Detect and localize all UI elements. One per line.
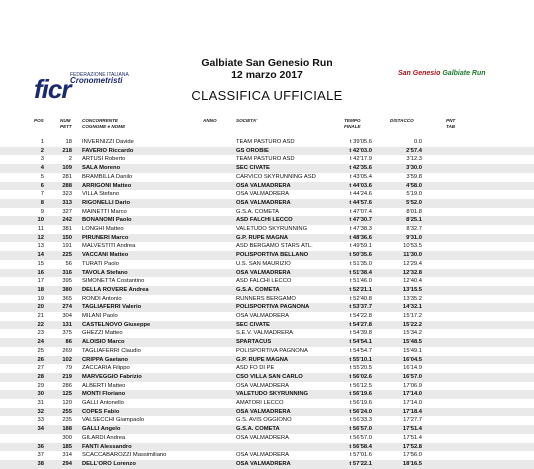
- bib-cell: 323: [62, 191, 72, 198]
- athlete-name-cell: TAGLIAFERRI Valerio: [82, 304, 142, 311]
- rank-cell: 37: [37, 452, 44, 459]
- event-logo-part2: Galbiate Run: [442, 70, 486, 77]
- bib-cell: 304: [62, 313, 72, 319]
- col-header-gap: DISTACCO: [390, 118, 414, 123]
- table-row: [0, 190, 534, 199]
- gap-cell: 10'53.5: [403, 243, 422, 250]
- team-cell: SEC CIVATE: [236, 321, 270, 328]
- rank-cell: 25: [37, 347, 44, 354]
- col-header-pos: POS: [34, 118, 44, 123]
- team-cell: ASD BERGAMO STARS ATL.: [236, 243, 313, 250]
- rank-cell: 34: [37, 426, 44, 433]
- ranking-heading: CLASSIFICA UFFICIALE: [191, 88, 343, 103]
- rank-cell: 10: [37, 217, 44, 224]
- athlete-name-cell: LONGHI Matteo: [82, 226, 124, 232]
- rank-cell: 5: [40, 173, 44, 180]
- team-cell: G.P. RUPE MAGNA: [236, 234, 289, 241]
- team-cell: G.S.A. COMETA: [236, 208, 280, 215]
- bib-cell: 2: [68, 156, 72, 163]
- athlete-name-cell: TURATI Paolo: [82, 260, 119, 267]
- finish-time-cell: t 47'38.3: [349, 226, 372, 232]
- gap-cell: 17'06.9: [403, 382, 422, 389]
- gap-cell: 17'14.0: [403, 400, 422, 406]
- finish-time-cell: t 54'27.8: [349, 321, 372, 328]
- finish-time-cell: t 42'35.6: [349, 165, 372, 172]
- rank-cell: 14: [37, 252, 44, 259]
- team-cell: OSA VALMADRERA: [236, 452, 290, 459]
- gap-cell: 17'14.0: [402, 391, 422, 398]
- col-header-time: TEMPO FINALE: [344, 118, 361, 129]
- gap-cell: 15'34.2: [403, 330, 422, 337]
- gap-cell: 13'35.2: [403, 295, 422, 302]
- bib-cell: 274: [62, 304, 72, 311]
- finish-time-cell: t 51'38.4: [349, 269, 372, 276]
- finish-time-cell: t 49'59.1: [349, 243, 372, 250]
- bib-cell: 131: [62, 321, 72, 328]
- gap-cell: 3'12.3: [406, 156, 422, 163]
- finish-time-cell: t 42'17.9: [349, 156, 372, 163]
- rank-cell: 11: [37, 226, 44, 232]
- team-cell: ASD FALCHI LECCO: [236, 278, 292, 285]
- athlete-name-cell: TAVOLA Stefano: [82, 269, 128, 276]
- bib-cell: 109: [62, 165, 72, 172]
- finish-time-cell: t 56'19.6: [349, 391, 372, 398]
- athlete-name-cell: SIMONETTA Costantino: [82, 278, 145, 285]
- bib-cell: 375: [62, 330, 72, 337]
- athlete-name-cell: ARTUSI Roberto: [82, 156, 126, 163]
- finish-time-cell: t 47'07.4: [349, 208, 372, 215]
- finish-time-cell: t 56'33.3: [349, 417, 372, 424]
- athlete-name-cell: MILANI Paolo: [82, 313, 118, 319]
- rank-cell: 13: [37, 243, 44, 250]
- athlete-name-cell: PIRUNERI Marco: [82, 234, 129, 241]
- table-row: [0, 138, 534, 147]
- rank-cell: 7: [40, 191, 44, 198]
- table-row: [0, 364, 534, 373]
- finish-time-cell: t 56'19.6: [349, 400, 372, 406]
- finish-time-cell: t 50'35.6: [349, 252, 372, 259]
- gap-cell: 4'58.0: [406, 182, 422, 189]
- bib-cell: 286: [62, 382, 72, 389]
- team-cell: SEC CIVATE: [236, 165, 270, 172]
- table-row: [0, 312, 534, 321]
- bib-cell: 281: [62, 173, 72, 180]
- athlete-name-cell: ALBERTI Matteo: [82, 382, 126, 389]
- gap-cell: 13'15.5: [402, 286, 422, 293]
- bib-cell: 18: [65, 139, 72, 145]
- rank-cell: 24: [37, 339, 44, 346]
- table-row: [0, 234, 534, 243]
- bib-cell: 219: [62, 373, 72, 380]
- gap-cell: 12'40.4: [403, 278, 422, 285]
- finish-time-cell: t 57'22.1: [349, 460, 372, 467]
- table-row: [0, 443, 534, 452]
- table-row: [0, 434, 534, 443]
- team-cell: OSA VALMADRERA: [236, 313, 290, 319]
- finish-time-cell: t 56'02.6: [349, 373, 372, 380]
- finish-time-cell: t 51'35.0: [349, 260, 372, 267]
- gap-cell: 8'01.8: [406, 208, 422, 215]
- team-cell: ASD FO DI PE: [236, 365, 275, 372]
- finish-time-cell: t 51'46.0: [349, 278, 372, 285]
- athlete-name-cell: VACCANI Matteo: [82, 252, 129, 259]
- bib-cell: 365: [62, 295, 72, 302]
- gap-cell: 15'48.5: [402, 339, 422, 346]
- gap-cell: 3'59.8: [406, 173, 422, 180]
- rank-cell: 32: [37, 408, 44, 415]
- gap-cell: 0.0: [413, 139, 422, 145]
- finish-time-cell: t 43'05.4: [349, 173, 372, 180]
- team-cell: G.P. RUPE MAGNA: [236, 356, 289, 363]
- table-row: [0, 399, 534, 408]
- team-cell: VALETUDO SKYRUNNING: [236, 391, 309, 398]
- bib-cell: 150: [62, 234, 72, 241]
- team-cell: CSO VILLA SAN CARLO: [236, 373, 303, 380]
- rank-cell: 17: [37, 278, 44, 285]
- athlete-name-cell: GHEZZI Matteo: [82, 330, 123, 337]
- team-cell: RUNNERS BERGAMO: [236, 295, 296, 302]
- athlete-name-cell: VALSECCHI Giampaolo: [82, 417, 145, 424]
- athlete-name-cell: GALLI Antonello: [82, 400, 124, 406]
- table-row: [0, 225, 534, 234]
- rank-cell: 8: [40, 199, 44, 206]
- athlete-name-cell: SCACCABAROZZI Massimiliano: [82, 452, 167, 459]
- team-cell: OSA VALMADRERA: [236, 182, 291, 189]
- bib-cell: 300: [62, 434, 72, 441]
- table-row: [0, 199, 534, 208]
- event-title: Galbiate San Genesio Run: [201, 57, 333, 69]
- bib-cell: 218: [62, 147, 72, 154]
- team-cell: G.S. AVIS OGGIONO: [236, 417, 292, 424]
- table-row: [0, 416, 534, 425]
- athlete-name-cell: TAGLIAFERRI Claudio: [82, 347, 141, 354]
- table-row: [0, 303, 534, 312]
- bib-cell: 125: [62, 391, 72, 398]
- team-cell: TEAM PASTURO ASD: [236, 139, 295, 145]
- finish-time-cell: t 39'05.6: [349, 139, 372, 145]
- fidal-line1: FEDERAZIONE ITALIANA: [70, 72, 129, 78]
- gap-cell: 15'17.2: [403, 313, 422, 319]
- bib-cell: 191: [62, 243, 72, 250]
- team-cell: OSA VALMADRERA: [236, 269, 291, 276]
- team-cell: G.S.A. COMETA: [236, 286, 280, 293]
- finish-time-cell: t 56'12.5: [349, 382, 372, 389]
- table-row: [0, 382, 534, 391]
- table-row: [0, 182, 534, 191]
- gap-cell: 11'30.0: [403, 252, 422, 259]
- rank-cell: 31: [37, 400, 44, 406]
- table-row: [0, 251, 534, 260]
- athlete-name-cell: ZACCARIA Filippo: [82, 365, 130, 372]
- rank-cell: 28: [37, 373, 44, 380]
- rank-cell: 27: [37, 365, 44, 372]
- table-row: [0, 295, 534, 304]
- gap-cell: 12'32.8: [402, 269, 422, 276]
- team-cell: S.E.V. VALMADRERA: [236, 330, 294, 337]
- gap-cell: 5'52.0: [406, 199, 422, 206]
- gap-cell: 8'25.1: [406, 217, 422, 224]
- rank-cell: 1: [40, 139, 44, 145]
- team-cell: OSA VALMADRERA: [236, 460, 291, 467]
- table-row: [0, 451, 534, 460]
- bib-cell: 102: [62, 356, 72, 363]
- finish-time-cell: t 56'58.4: [349, 443, 372, 450]
- rank-cell: 38: [37, 460, 44, 467]
- athlete-name-cell: GALLI Angelo: [82, 426, 121, 433]
- table-row: [0, 147, 534, 156]
- team-cell: G.S.A. COMETA: [236, 426, 280, 433]
- table-row: [0, 408, 534, 417]
- finish-time-cell: t 44'57.6: [349, 199, 372, 206]
- athlete-name-cell: RIGONELLI Dario: [82, 199, 130, 206]
- table-row: [0, 373, 534, 382]
- athlete-name-cell: MAINETTI Marco: [82, 208, 127, 215]
- athlete-name-cell: INVERNIZZI Davide: [82, 139, 134, 145]
- finish-time-cell: t 55'10.1: [349, 356, 372, 363]
- event-logo: [398, 62, 498, 86]
- gap-cell: 2'57.4: [406, 147, 422, 154]
- rank-cell: 19: [37, 295, 44, 302]
- athlete-name-cell: RONDI Antonio: [82, 295, 122, 302]
- event-logo-text: [398, 70, 486, 77]
- bib-cell: 316: [62, 269, 72, 276]
- rank-cell: 29: [37, 382, 44, 389]
- athlete-name-cell: CASTELNOVO Giuseppe: [82, 321, 151, 328]
- athlete-name-cell: DELLA ROVERE Andrea: [82, 286, 149, 293]
- finish-time-cell: t 42'03.0: [349, 147, 372, 154]
- table-row: [0, 347, 534, 356]
- rank-cell: 20: [37, 304, 44, 311]
- rank-cell: 22: [37, 321, 44, 328]
- team-cell: AMATORI LECCO: [236, 400, 284, 406]
- team-cell: OSA VALMADRERA: [236, 382, 290, 389]
- bib-cell: 235: [62, 417, 72, 424]
- athlete-name-cell: GILARDI Andrea: [82, 434, 126, 441]
- table-row: [0, 277, 534, 286]
- team-cell: OSA VALMADRERA: [236, 191, 290, 198]
- team-cell: U.S. SAN MAURIZIO: [236, 260, 291, 267]
- team-cell: OSA VALMADRERA: [236, 434, 290, 441]
- col-header-team: SOCIETA': [236, 118, 258, 123]
- athlete-name-cell: ALOISIO Marco: [82, 339, 125, 346]
- bib-cell: 269: [62, 347, 72, 354]
- finish-time-cell: t 48'36.6: [349, 234, 372, 241]
- gap-cell: 17'18.4: [402, 408, 422, 415]
- bib-cell: 395: [62, 278, 72, 285]
- athlete-name-cell: BONANOMI Paolo: [82, 217, 132, 224]
- bib-cell: 185: [62, 443, 72, 450]
- bib-cell: 380: [62, 286, 72, 293]
- bib-cell: 288: [62, 182, 72, 189]
- event-logo-part1: San Genesio: [398, 70, 441, 77]
- rank-cell: 36: [37, 443, 44, 450]
- table-row: [0, 208, 534, 217]
- rank-cell: 18: [37, 286, 44, 293]
- col-header-year: ANNO: [203, 118, 217, 123]
- col-header-name: CONCORRENTE COGNOME e NOME: [82, 118, 126, 129]
- finish-time-cell: t 56'57.0: [349, 434, 372, 441]
- rank-cell: 23: [37, 330, 44, 337]
- gap-cell: 16'57.0: [402, 373, 422, 380]
- bib-cell: 79: [65, 365, 72, 372]
- rank-cell: 2: [40, 147, 44, 154]
- rank-cell: 21: [37, 313, 44, 319]
- gap-cell: 3'30.0: [406, 165, 422, 172]
- table-row: [0, 329, 534, 338]
- gap-cell: 18'16.5: [402, 460, 422, 467]
- bib-cell: 188: [62, 426, 72, 433]
- table-row: [0, 390, 534, 399]
- finish-time-cell: t 54'22.8: [349, 313, 372, 319]
- gap-cell: 9'31.0: [406, 234, 422, 241]
- rank-cell: 26: [37, 356, 44, 363]
- table-row: [0, 425, 534, 434]
- table-row: [0, 260, 534, 269]
- team-cell: GS OROBIE: [236, 147, 269, 154]
- rank-cell: 16: [37, 269, 44, 276]
- rank-cell: 12: [37, 234, 44, 241]
- table-row: [0, 460, 534, 469]
- finish-time-cell: t 52'21.1: [349, 286, 372, 293]
- athlete-name-cell: FANTI Alessandro: [82, 443, 132, 450]
- finish-time-cell: t 54'54.1: [349, 339, 372, 346]
- finish-time-cell: t 56'57.0: [349, 426, 372, 433]
- table-row: [0, 164, 534, 173]
- athlete-name-cell: FAVERIO Riccardo: [82, 147, 134, 154]
- gap-cell: 17'51.4: [402, 426, 422, 433]
- team-cell: VALETUDO SKYRUNNING: [236, 226, 308, 232]
- finish-time-cell: t 55'20.5: [349, 365, 372, 372]
- gap-cell: 16'14.9: [403, 365, 422, 372]
- table-row: [0, 338, 534, 347]
- gap-cell: 17'52.8: [402, 443, 422, 450]
- athlete-name-cell: MONTI Floriano: [82, 391, 126, 398]
- gap-cell: 14'32.1: [402, 304, 422, 311]
- gap-cell: 5'19.0: [406, 191, 422, 198]
- bib-cell: 255: [62, 408, 72, 415]
- athlete-name-cell: MARVEGGIO Fabrizio: [82, 373, 142, 380]
- rank-cell: 15: [37, 260, 44, 267]
- team-cell: OSA VALMADRERA: [236, 408, 291, 415]
- col-header-pnt: PNT TAB: [446, 118, 456, 129]
- col-header-num: NUM PETT: [60, 118, 72, 129]
- team-cell: SPARTACUS: [236, 339, 272, 346]
- table-row: [0, 269, 534, 278]
- bib-cell: 225: [62, 252, 72, 259]
- gap-cell: 16'04.5: [402, 356, 422, 363]
- athlete-name-cell: ARRIGONI Matteo: [82, 182, 132, 189]
- athlete-name-cell: VILLA Stefano: [82, 191, 120, 198]
- finish-time-cell: t 54'54.7: [349, 347, 372, 354]
- team-cell: OSA VALMADRERA: [236, 199, 291, 206]
- bib-cell: 294: [62, 460, 72, 467]
- athlete-name-cell: BRAMBILLA Danilo: [82, 173, 133, 180]
- rank-cell: 9: [40, 208, 44, 215]
- table-row: [0, 286, 534, 295]
- team-cell: TEAM PASTURO ASD: [236, 156, 295, 163]
- bib-cell: 313: [62, 199, 72, 206]
- team-cell: CARVICO SKYRUNNING ASD: [236, 173, 316, 180]
- athlete-name-cell: DELL'ORO Lorenzo: [82, 460, 136, 467]
- athlete-name-cell: CRIPPA Gaetano: [82, 356, 129, 363]
- rank-cell: 33: [37, 417, 44, 424]
- team-cell: POLISPORTIVA PAGNONA: [236, 347, 308, 354]
- table-row: [0, 321, 534, 330]
- table-row: [0, 173, 534, 182]
- bib-cell: 56: [65, 260, 72, 267]
- bib-cell: 314: [62, 452, 72, 459]
- team-cell: POLISPORTIVA BELLANO: [236, 252, 309, 259]
- finish-time-cell: t 53'37.7: [349, 304, 372, 311]
- athlete-name-cell: SALA Moreno: [82, 165, 121, 172]
- finish-time-cell: t 44'24.6: [349, 191, 372, 198]
- gap-cell: 17'27.7: [403, 417, 422, 424]
- bib-cell: 86: [65, 339, 72, 346]
- ficr-logo-text: ficr: [34, 74, 71, 104]
- rank-cell: 30: [37, 391, 44, 398]
- gap-cell: 15'22.2: [402, 321, 422, 328]
- rank-cell: 4: [40, 165, 44, 172]
- gap-cell: 8'32.7: [406, 226, 422, 232]
- rank-cell: 6: [40, 182, 44, 189]
- finish-time-cell: t 47'30.7: [349, 217, 372, 224]
- table-row: [0, 216, 534, 225]
- table-row: [0, 155, 534, 164]
- gap-cell: 15'49.1: [403, 347, 422, 354]
- bib-cell: 381: [62, 226, 72, 232]
- event-date: 12 marzo 2017: [231, 69, 303, 81]
- bib-cell: 327: [62, 208, 72, 215]
- bib-cell: 120: [62, 400, 72, 406]
- gap-cell: 12'29.4: [403, 260, 422, 267]
- team-cell: ASD FALCHI LECCO: [236, 217, 293, 224]
- athlete-name-cell: COPES Fabio: [82, 408, 120, 415]
- finish-time-cell: t 57'01.6: [349, 452, 372, 459]
- athlete-name-cell: MALVESTITI Andrea: [82, 243, 136, 250]
- bib-cell: 242: [62, 217, 72, 224]
- gap-cell: 17'51.4: [403, 434, 422, 441]
- team-cell: POLISPORTIVA PAGNONA: [236, 304, 310, 311]
- gap-cell: 17'56.0: [403, 452, 422, 459]
- fidal-line2: Cronometristi: [70, 76, 123, 85]
- finish-time-cell: t 52'40.8: [349, 295, 372, 302]
- table-row: [0, 242, 534, 251]
- finish-time-cell: t 56'24.0: [349, 408, 372, 415]
- finish-time-cell: t 44'03.6: [349, 182, 372, 189]
- finish-time-cell: t 54'39.8: [349, 330, 372, 337]
- rank-cell: 3: [40, 156, 44, 163]
- table-row: [0, 356, 534, 365]
